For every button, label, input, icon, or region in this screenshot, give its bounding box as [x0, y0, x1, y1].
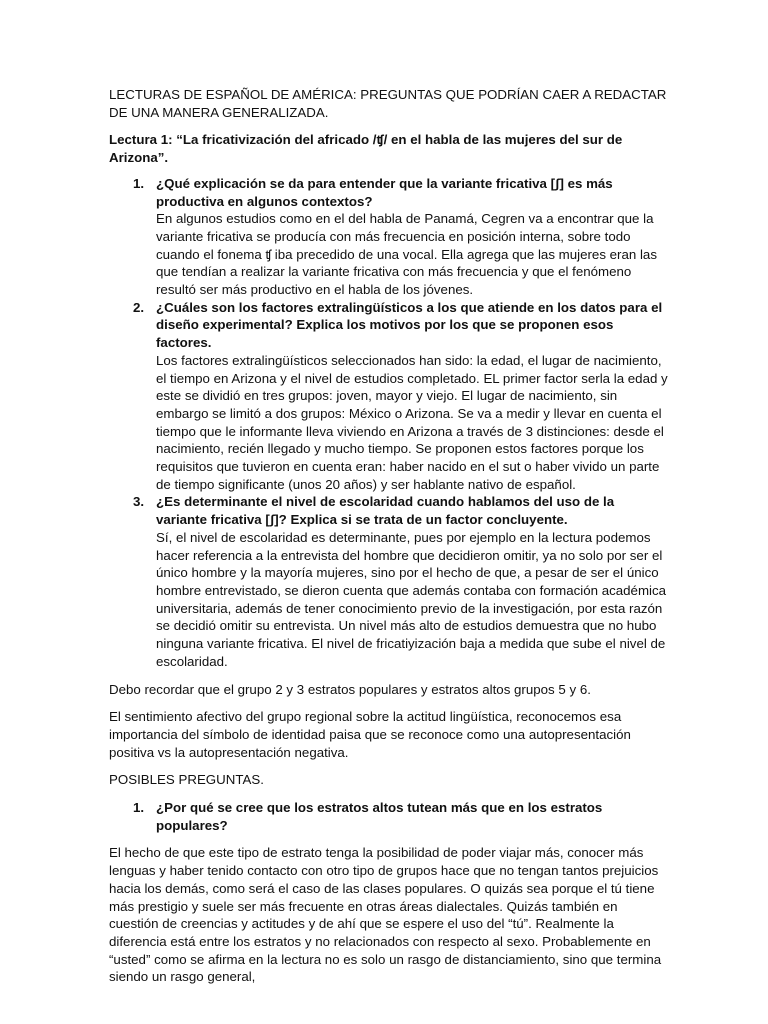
- question-number: 1.: [133, 800, 145, 816]
- question-number: 3.: [133, 494, 145, 510]
- note-paragraph: El sentimiento afectivo del grupo regional sobre la actitud lingüística, reconocemos esa importancia del símbolo de identidad paisa que se reconoce como una autopresentación positiva vs la autopresentación negativa.: [109, 709, 631, 760]
- question-number: 1.: [133, 175, 145, 191]
- question-text: ¿Por qué se cree que los estratos altos tutean más que en los estratos populares?: [156, 800, 603, 833]
- question-item: [109, 175, 668, 299]
- question-number: 2.: [133, 299, 145, 315]
- lectura-title: Lectura 1: “La fricativización del africado /ʧ/ en el habla de las mujeres del sur de Arizona”.: [109, 132, 623, 166]
- question-text: ¿Cuáles son los factores extralingüísticos a los que atiende en los datos para el diseño experimental? Explica los motivos por los que se proponen esos factores.: [156, 299, 663, 351]
- answer-text: En algunos estudios como en el del habla de Panamá, Cegren va a encontrar que la variante fricativa se producía con más frecuencia en posición interna, sobre todo cuando el fonema ʧ iba precedido de una vocal. Ella agrega que las mujeres eran las que tendían a realizar la variante fricativa con más frecuencia y que el fenómeno resultó ser más productivo en el habla de los jóvenes.: [156, 211, 657, 298]
- question-item: [109, 299, 668, 494]
- question-list: [109, 175, 668, 671]
- question-text: ¿Qué explicación se da para entender que la variante fricativa [ʃ] es más productiva en algunos contextos?: [156, 175, 613, 209]
- answer-paragraph: El hecho de que este tipo de estrato tenga la posibilidad de poder viajar más, conocer más lenguas y haber tenido contacto con otro tipo de grupos hace que no tengan tantos prejuicios hacia los demás, como será el caso de las clases populares. O quizás sea porque el tú tiene más prestigio y suele ser más frecuente en otras áreas dialectales. Quizás también en cuestión de creencias y actitudes y de ahí que se espere el uso del “tú”. Realmente la diferencia está entre los estratos y no relacionados con respecto al sexo. Probablemente en “usted” como se afirma en la lectura no es solo un rasgo de distanciamiento, sino que termina siendo un rasgo general,: [109, 845, 662, 985]
- note-paragraph: Debo recordar que el grupo 2 y 3 estratos populares y estratos altos grupos 5 y 6.: [109, 681, 591, 697]
- question-item: [109, 493, 668, 670]
- question-text: ¿Es determinante el nivel de escolaridad cuando hablamos del uso de la variante fricativa [ʃ]? Explica si se trata de un factor concluyente.: [156, 494, 615, 528]
- posibles-heading: POSIBLES PREGUNTAS.: [109, 772, 264, 788]
- document-heading: LECTURAS DE ESPAÑOL DE AMÉRICA: PREGUNTAS QUE PODRÍAN CAER A REDACTAR DE UNA MANERA GENERALIZADA.: [109, 87, 667, 120]
- answer-text: Los factores extralingüísticos seleccionados han sido: la edad, el lugar de nacimiento, el tiempo en Arizona y el nivel de estudios completado. EL primer factor serla la edad y este se dividió en tres grupos: joven, mayor y viejo. El lugar de nacimiento, sin embargo se limitó a dos grupos: México o Arizona. Se va a medir y llevar en cuenta el tiempo que le informante lleva viviendo en Arizona a través de 3 distinciones: desde el nacimiento, recién llegado y mucho tiempo. Se proponen estos factores porque los requisitos que tuvieron en cuenta eran: haber nacido en el sut o haber vivido un parte de tiempo significante (unos 20 años) y ser hablante nativo de español.: [156, 352, 668, 492]
- answer-text: Sí, el nivel de escolaridad es determinante, pues por ejemplo en la lectura podemos hacer referencia a la entrevista del hombre que decidieron omitir, ya no solo por ser el único hombre y la mayoría mujeres, sino por el hecho de que, a pesar de ser el único hombre entrevistado, se dieron cuenta que además contaba con formación académica universitaria, además de tener conocimiento previo de la investigación, por esta razón se decidió omitir su entrevista. Un nivel más alto de estudios demuestra que no hubo ninguna variante fricativa. El nivel de fricatiyización baja a medida que sube el nivel de escolaridad.: [156, 529, 667, 669]
- posible-question-item: [109, 799, 668, 834]
